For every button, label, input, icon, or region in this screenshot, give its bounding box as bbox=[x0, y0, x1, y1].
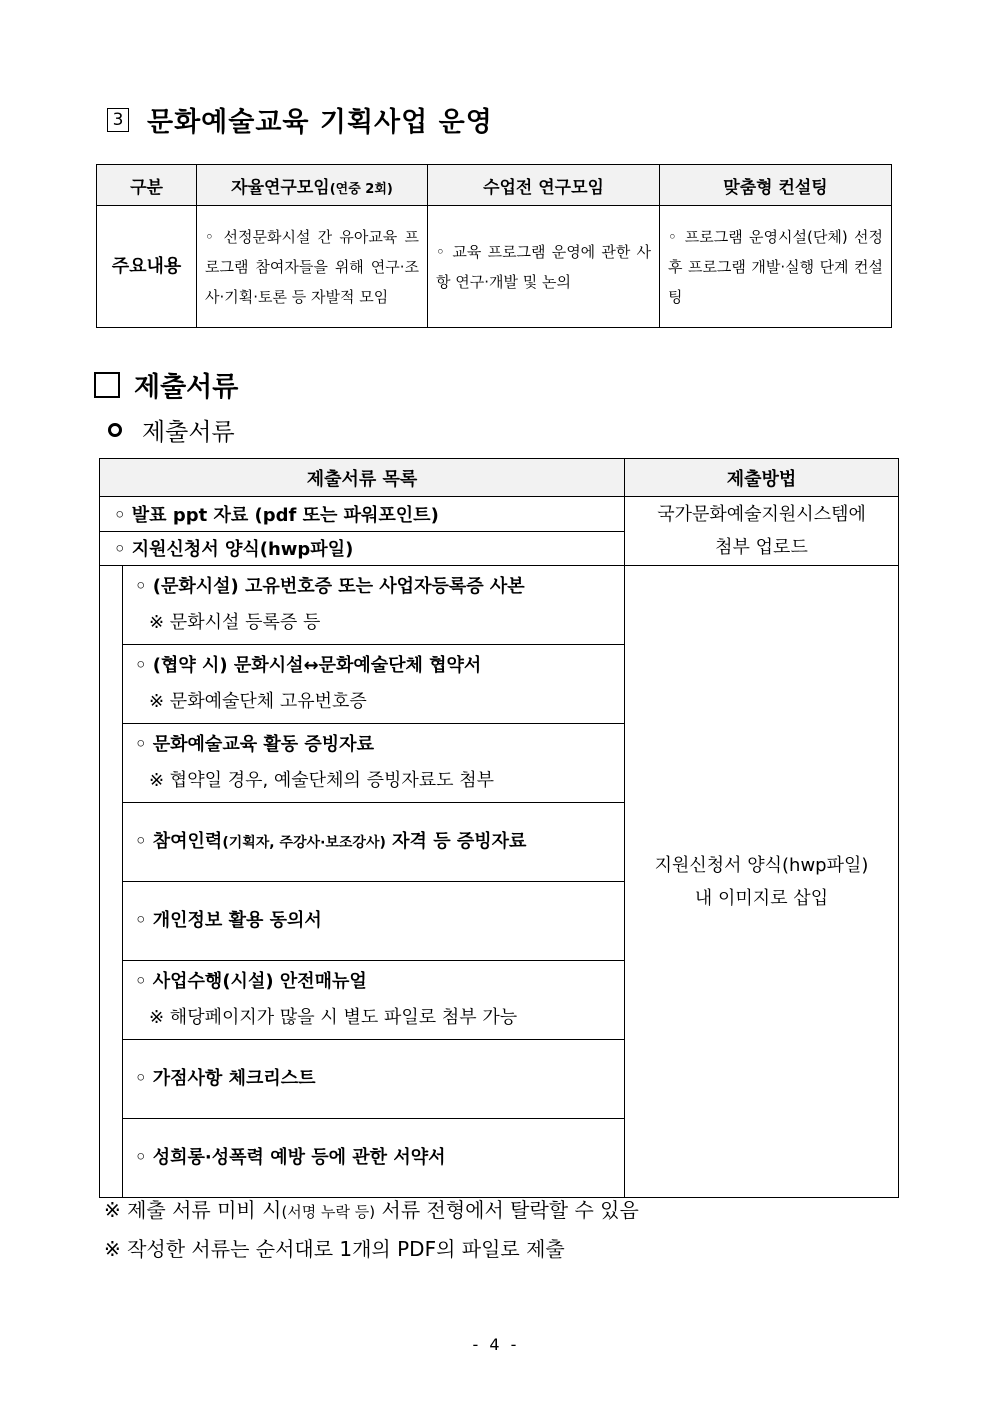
header-category: 구분 bbox=[97, 165, 197, 206]
doc-main: ◦ 성희롱·성폭력 예방 등에 관한 서약서 bbox=[135, 1147, 446, 1168]
doc-main: ◦ 개인정보 활용 동의서 bbox=[135, 910, 322, 931]
doc-agreement bbox=[123, 645, 625, 724]
page-number: - 4 - bbox=[472, 1335, 520, 1354]
note-2: ※ 작성한 서류는 순서대로 1개의 PDF의 파일로 제출 bbox=[104, 1237, 565, 1261]
section-number: 3 bbox=[107, 108, 129, 132]
doc-main: ◦ 사업수행(시설) 안전매뉴얼 bbox=[135, 971, 367, 992]
checkbox-square-icon bbox=[94, 372, 120, 398]
cell-self-research: ◦ 선정문화시설 간 유아교육 프로그램 참여자들을 위해 연구·조사·기획·토론 등 자발적 모임 bbox=[197, 206, 428, 328]
header-self-research-freq: (연중 2회) bbox=[329, 181, 393, 197]
doc-note: ※ 문화시설 등록증 등 bbox=[149, 612, 321, 633]
doc-activity-proof bbox=[123, 724, 625, 803]
circle-bullet-icon bbox=[108, 423, 122, 437]
note-1-b: 서류 전형에서 탈락할 수 있음 bbox=[375, 1198, 639, 1222]
table-row bbox=[100, 566, 899, 645]
indent-column bbox=[100, 566, 123, 1198]
note-1-a: ※ 제출 서류 미비 시 bbox=[104, 1198, 282, 1222]
doc-safety-manual bbox=[123, 961, 625, 1040]
doc-note: ※ 문화예술단체 고유번호증 bbox=[149, 691, 367, 712]
method-line: 내 이미지로 삽입 bbox=[694, 887, 829, 909]
doc-staff-qualification bbox=[123, 803, 625, 882]
note-1 bbox=[104, 1192, 639, 1231]
submission-subtitle: 제출서류 bbox=[142, 418, 235, 446]
doc-facility-id bbox=[123, 566, 625, 645]
doc-harassment-pledge bbox=[123, 1119, 625, 1198]
section-title: 문화예술교육 기획사업 운영 bbox=[147, 107, 493, 138]
method-system-upload bbox=[625, 497, 899, 566]
program-table-header bbox=[97, 165, 892, 206]
submission-title: 제출서류 bbox=[134, 372, 239, 403]
doc-main bbox=[135, 824, 624, 861]
cell-pre-class-research: ◦ 교육 프로그램 운영에 관한 사항 연구·개발 및 논의 bbox=[428, 206, 660, 328]
submission-table-header bbox=[100, 459, 899, 497]
doc-note: ※ 협약일 경우, 예술단체의 증빙자료도 첨부 bbox=[149, 770, 495, 791]
doc-main-b: 자격 등 증빙자료 bbox=[385, 830, 527, 852]
method-line: 지원신청서 양식(hwp파일) bbox=[654, 854, 869, 876]
doc-ppt: ◦ 발표 ppt 자료 (pdf 또는 파워포인트) bbox=[100, 497, 625, 532]
row-label: 주요내용 bbox=[97, 206, 197, 328]
note-1-small: (서명 누락 등) bbox=[281, 1203, 376, 1221]
submission-subheading bbox=[108, 412, 235, 447]
doc-main-small: (기획자, 주강사·보조강사) bbox=[222, 834, 386, 851]
header-method: 제출방법 bbox=[625, 459, 899, 497]
method-line: 첨부 업로드 bbox=[715, 537, 808, 558]
method-line: 국가문화예술지원시스템에 bbox=[657, 504, 866, 525]
header-self-research bbox=[197, 165, 428, 206]
doc-main: ◦ 가점사항 체크리스트 bbox=[135, 1068, 316, 1089]
program-table-row bbox=[97, 206, 892, 328]
doc-main: ◦ (협약 시) 문화시설↔문화예술단체 협약서 bbox=[135, 655, 482, 676]
submission-table bbox=[99, 458, 899, 1198]
header-consulting: 맞춤형 컨설팅 bbox=[660, 165, 892, 206]
section-3-heading bbox=[107, 100, 493, 139]
program-table bbox=[96, 164, 892, 328]
doc-application-form: ◦ 지원신청서 양식(hwp파일) bbox=[100, 531, 625, 566]
header-self-research-label: 자율연구모임 bbox=[231, 177, 330, 198]
footer-notes bbox=[104, 1192, 639, 1268]
cell-consulting: ◦ 프로그램 운영시설(단체) 선정 후 프로그램 개발·실행 단계 컨설팅 bbox=[660, 206, 892, 328]
doc-privacy-consent bbox=[123, 882, 625, 961]
doc-note: ※ 해당페이지가 많을 시 별도 파일로 첨부 가능 bbox=[149, 1007, 518, 1028]
header-document-list: 제출서류 목록 bbox=[100, 459, 625, 497]
table-row bbox=[100, 497, 899, 532]
header-pre-class-research: 수업전 연구모임 bbox=[428, 165, 660, 206]
method-image-insert bbox=[625, 566, 899, 1198]
submission-heading bbox=[94, 365, 238, 404]
doc-main: ◦ 문화예술교육 활동 증빙자료 bbox=[135, 734, 374, 755]
doc-bonus-checklist bbox=[123, 1040, 625, 1119]
doc-main-a: ◦ 참여인력 bbox=[135, 830, 223, 852]
doc-main: ◦ (문화시설) 고유번호증 또는 사업자등록증 사본 bbox=[135, 576, 525, 597]
